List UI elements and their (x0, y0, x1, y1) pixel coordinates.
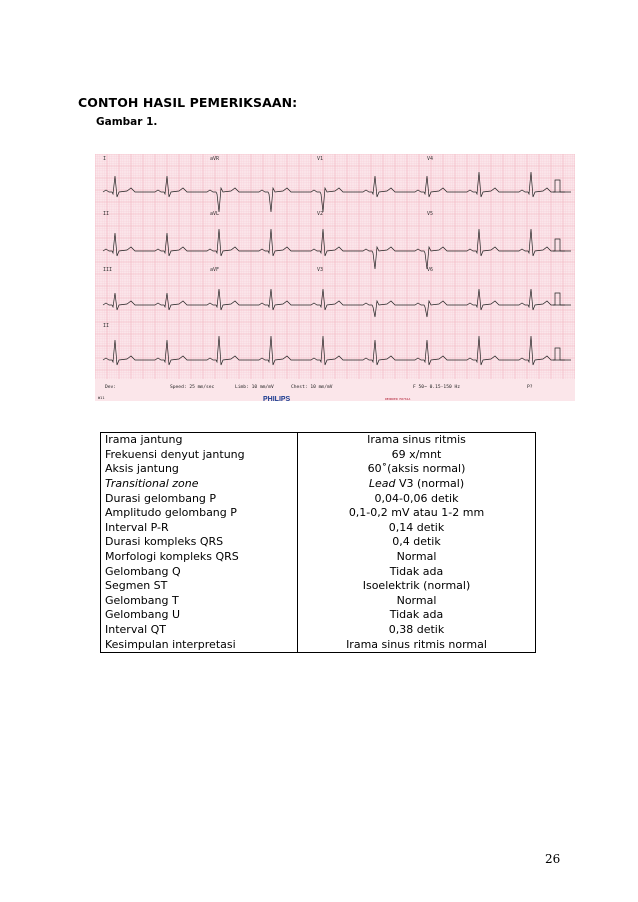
table-value-cell (298, 477, 536, 492)
table-value-cell: 0,4 detik (298, 535, 536, 550)
table-param-cell: Interval P-R (101, 521, 298, 536)
interpretation-table (100, 432, 536, 653)
table-value-cell: 60˚(aksis normal) (298, 462, 536, 477)
value-text: V3 (normal) (395, 477, 465, 491)
lead-label: V2 (317, 211, 324, 217)
table-param-cell: Gelombang U (101, 608, 298, 623)
table-param-cell: Gelombang Q (101, 564, 298, 579)
table-param-cell: Kesimpulan interpretasi (101, 637, 298, 652)
table-row (101, 521, 536, 536)
table-row (101, 491, 536, 506)
table-row (101, 462, 536, 477)
page-number: 26 (545, 852, 561, 866)
table-value-cell: Normal (298, 550, 536, 565)
ecg-grid-major (95, 154, 575, 379)
ecg-footer (98, 384, 533, 401)
ecg-footer-dev: Dev: (105, 385, 117, 390)
lead-label: aVL (210, 211, 220, 217)
ecg-footer-chest: Chest: 10 mm/mV (291, 385, 333, 390)
ecg-footer-page-code: P? (527, 385, 533, 390)
table-row (101, 594, 536, 609)
lead-label: V6 (427, 267, 434, 273)
table-param-cell: Morfologi kompleks QRS (101, 550, 298, 565)
table-value-cell: Tidak ada (298, 608, 536, 623)
table-row (101, 433, 536, 448)
table-param-cell: Aksis jantung (101, 462, 298, 477)
table-param-cell: Interval QT (101, 623, 298, 638)
table-value-cell: Tidak ada (298, 564, 536, 579)
table-row (101, 550, 536, 565)
lead-label: V4 (427, 156, 434, 162)
ecg-footer-left-code: W11 (98, 396, 105, 400)
value-prefix: Lead (368, 477, 396, 491)
table-value-cell: 0,1-0,2 mV atau 1-2 mm (298, 506, 536, 521)
table-value-cell: 0,04-0,06 detik (298, 491, 536, 506)
ecg-trace-row (103, 336, 571, 365)
ecg-footer-speed: Speed: 25 mm/sec (170, 385, 215, 390)
table-param-cell: Segmen ST (101, 579, 298, 594)
philips-logo: PHILIPS (263, 396, 291, 401)
table-param-cell: Frekuensi denyut jantung (101, 448, 298, 463)
table-row (101, 535, 536, 550)
table-row (101, 477, 536, 492)
table-param-cell: Durasi kompleks QRS (101, 535, 298, 550)
lead-label: aVR (210, 156, 220, 162)
ecg-footer-filter: F 50~ 0.15-150 Hz (413, 385, 461, 390)
ecg-trace-row (103, 229, 571, 269)
lead-label: V1 (317, 156, 324, 162)
table-row (101, 506, 536, 521)
ecg-strip-image (95, 154, 575, 401)
ecg-footer-limb: Limb: 10 mm/mV (235, 385, 274, 390)
table-value-cell: Irama sinus ritmis normal (298, 637, 536, 652)
table-param-cell: Transitional zone (101, 477, 298, 492)
table-value-cell: 69 x/mnt (298, 448, 536, 463)
table-value-cell: Irama sinus ritmis (298, 433, 536, 448)
table-row (101, 564, 536, 579)
table-value-cell: Isoelektrik (normal) (298, 579, 536, 594)
table-row (101, 448, 536, 463)
ecg-footer-reorder: REORDER M2761A (385, 397, 411, 401)
lead-label: II (103, 323, 110, 329)
table-value-cell: 0,38 detik (298, 623, 536, 638)
table-value-cell: Normal (298, 594, 536, 609)
lead-label: V3 (317, 267, 324, 273)
lead-label: aVF (210, 267, 220, 273)
lead-label: II (103, 211, 110, 217)
table-row (101, 637, 536, 652)
figure-caption: Gambar 1. (96, 116, 158, 128)
table-param-cell: Amplitudo gelombang P (101, 506, 298, 521)
table-row (101, 608, 536, 623)
lead-label: III (103, 267, 113, 273)
table-param-cell: Gelombang T (101, 594, 298, 609)
section-heading: CONTOH HASIL PEMERIKSAAN: (78, 95, 298, 110)
lead-label: V5 (427, 211, 434, 217)
table-row (101, 579, 536, 594)
table-value-cell: 0,14 detik (298, 521, 536, 536)
table-param-cell: Irama jantung (101, 433, 298, 448)
table-param-cell: Durasi gelombang P (101, 491, 298, 506)
ecg-traces (103, 172, 571, 365)
table-row (101, 623, 536, 638)
lead-label: I (103, 156, 107, 162)
